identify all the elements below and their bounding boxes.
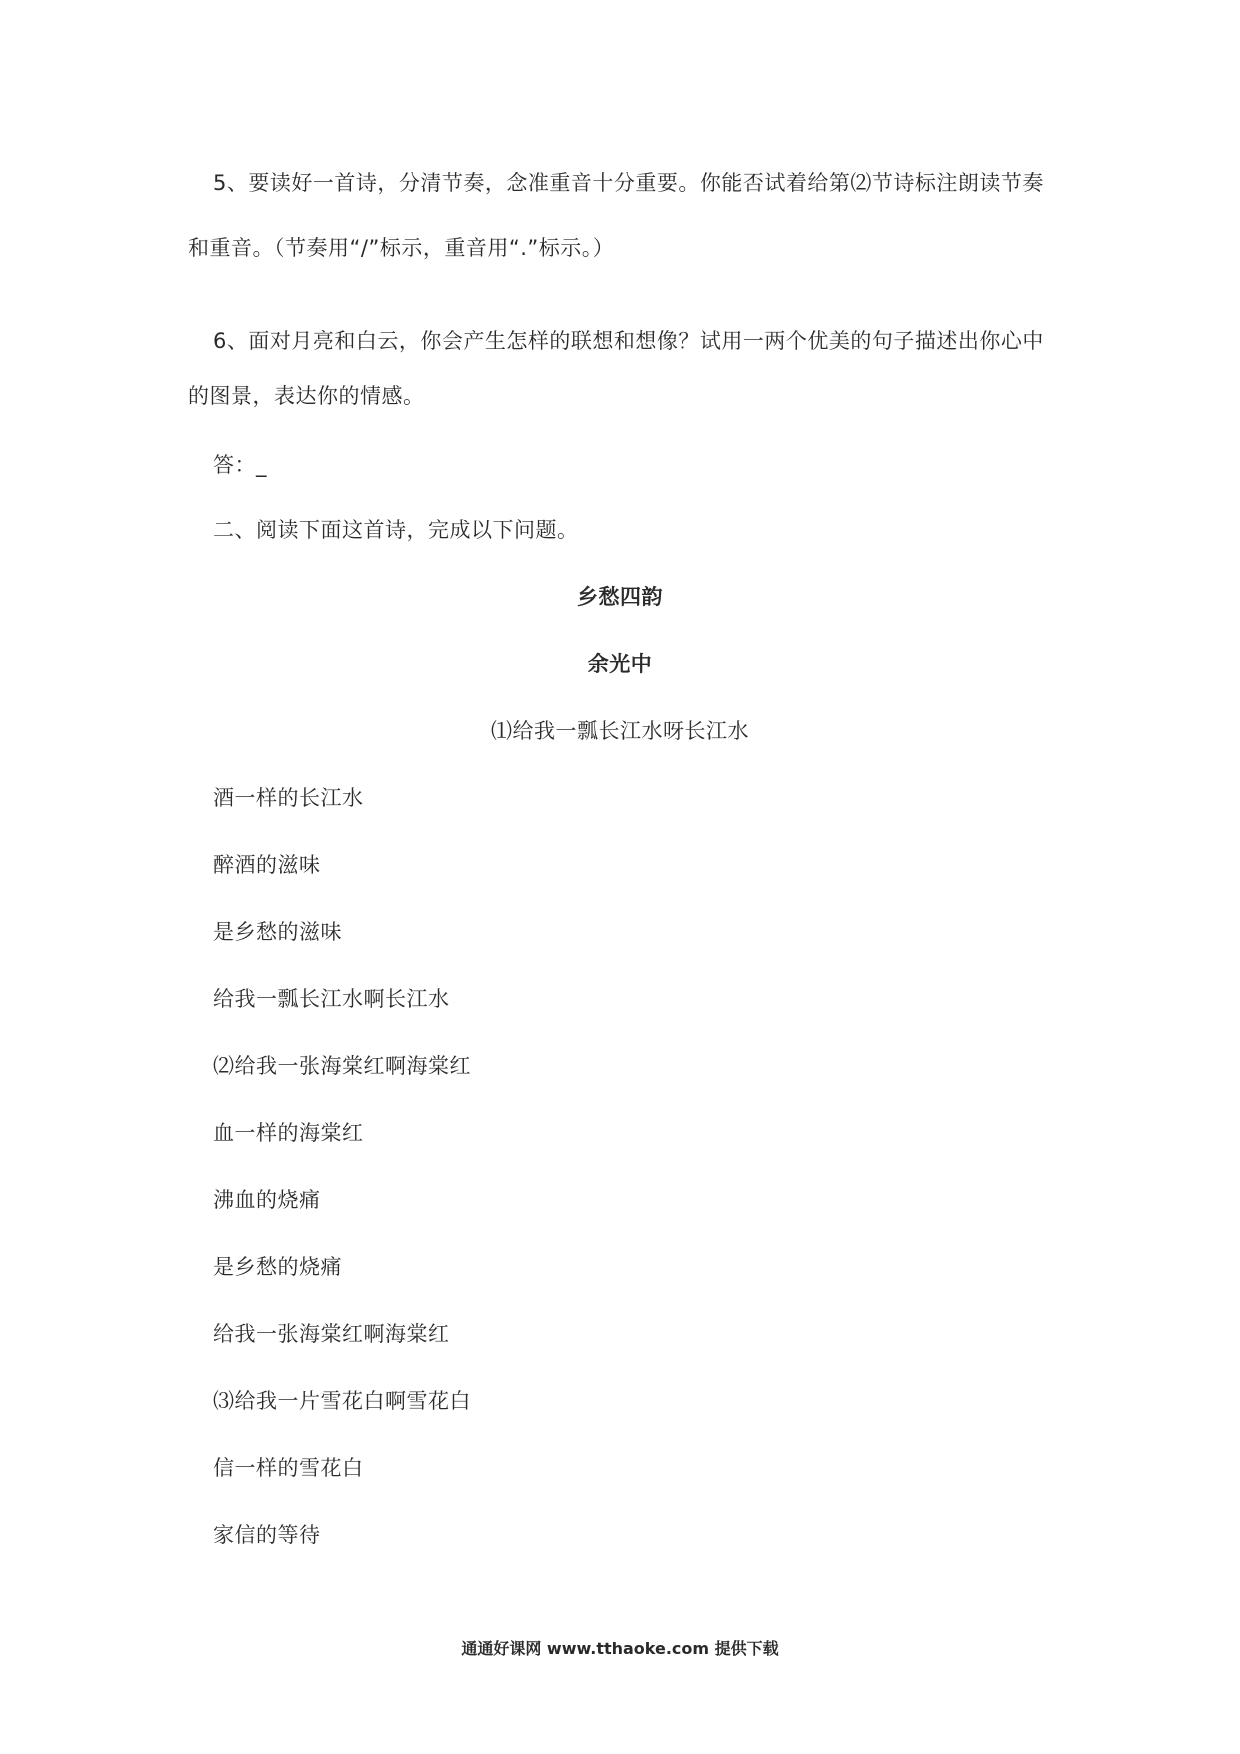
question-6-line-1: 6、面对月亮和白云，你会产生怎样的联想和想像？试用一两个优美的句子描述出你心中 [213,329,1044,353]
poem-line: 给我一瓢长江水啊长江水 [213,987,450,1011]
poem-line: 是乡愁的烧痛 [213,1255,342,1279]
question-5-line-2: 和重音。（节奏用“/”标示，重音用“.”标示。） [188,236,615,260]
question-5-line-1: 5、要读好一首诗，分清节奏，念准重音十分重要。你能否试着给第⑵节诗标注朗读节奏 [213,171,1044,195]
poem-line: 血一样的海棠红 [213,1121,364,1145]
poem-author: 余光中 [587,652,653,676]
poem-line: 沸血的烧痛 [213,1188,321,1212]
poem-line: 给我一张海棠红啊海棠红 [213,1322,450,1346]
question-6-line-2: 的图景，表达你的情感。 [188,384,425,408]
poem-line: ⑵给我一张海棠红啊海棠红 [213,1054,471,1078]
poem-line: 家信的等待 [213,1523,321,1547]
answer-blank: 答：_ [213,453,267,477]
poem-line: 酒一样的长江水 [213,786,364,810]
poem-stanza-1-first-line: ⑴给我一瓢长江水呀长江水 [491,719,749,743]
poem-line: 醉酒的滋味 [213,853,321,877]
page-footer: 通通好课网 www.tthaoke.com 提供下载 [461,1639,779,1658]
poem-line: 信一样的雪花白 [213,1456,364,1480]
poem-title: 乡愁四韵 [577,585,663,609]
poem-line: 是乡愁的滋味 [213,920,342,944]
section-heading: 二、阅读下面这首诗，完成以下问题。 [213,518,579,542]
poem-line: ⑶给我一片雪花白啊雪花白 [213,1389,471,1413]
